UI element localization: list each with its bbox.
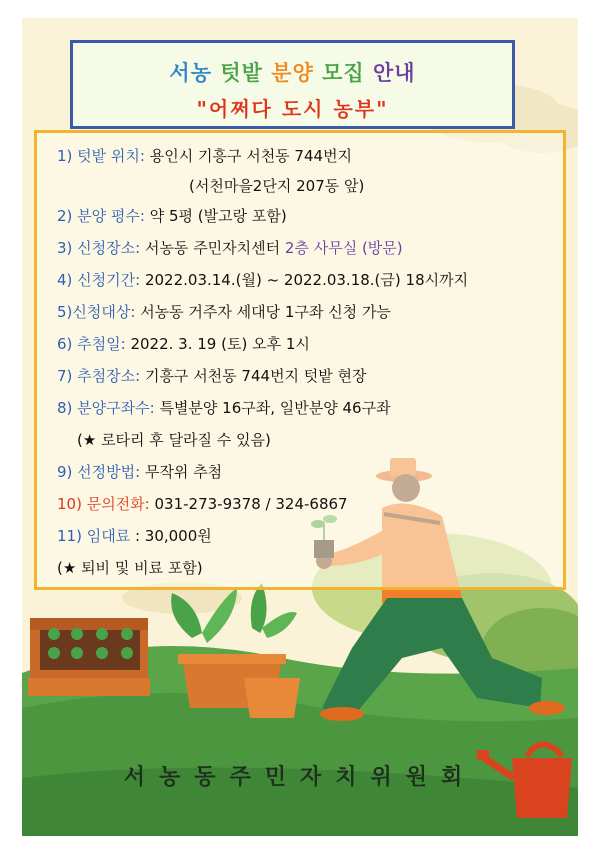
title-word: 모집	[322, 61, 365, 85]
poster-subtitle: "어쩌다 도시 농부"	[196, 97, 389, 121]
info-item-plots-note: (★ 로타리 후 달라질 수 있음)	[77, 431, 271, 449]
info-item-contact: 10) 문의전화: 031-273-9378 / 324-6867	[57, 495, 348, 513]
title-word: 안내	[372, 61, 416, 85]
info-item-draw-date: 6) 추첨일: 2022. 3. 19 (토) 오후 1시	[57, 335, 310, 353]
info-item-selection: 9) 선정방법: 무작위 추첨	[57, 463, 223, 481]
planter-icon	[28, 618, 150, 696]
title-word: 텃밭	[220, 61, 263, 85]
info-item-fee: 11) 임대료 : 30,000원	[57, 527, 212, 545]
info-item-area: 2) 분양 평수: 약 5평 (발고랑 포함)	[57, 207, 287, 225]
poster	[22, 18, 578, 836]
info-item-apply-period: 4) 신청기간: 2022.03.14.(월) ~ 2022.03.18.(금) 18시까지	[57, 271, 469, 289]
info-item-location-detail: (서천마을2단지 207동 앞)	[189, 177, 365, 195]
info-item-apply-place: 3) 신청장소: 서농동 주민자치센터 2층 사무실 (방문)	[57, 239, 403, 257]
info-item-draw-place: 7) 추첨장소: 기흥구 서천동 744번지 텃밭 현장	[57, 367, 367, 385]
organization-name: 서농동주민자치위원회	[123, 765, 477, 790]
title-word: 서농	[169, 61, 212, 85]
info-box	[34, 130, 566, 590]
info-item-eligibility: 5)신청대상: 서농동 거주자 세대당 1구좌 신청 가능	[57, 303, 391, 321]
info-item-plots: 8) 분양구좌수: 특별분양 16구좌, 일반분양 46구좌	[57, 399, 391, 417]
info-item-location: 1) 텃밭 위치: 용인시 기흥구 서천동 744번지	[57, 147, 353, 165]
poster-title	[73, 57, 512, 87]
title-box	[70, 40, 515, 129]
info-item-fee-note: (★ 퇴비 및 비료 포함)	[57, 559, 203, 577]
title-word: 분양	[271, 61, 314, 85]
